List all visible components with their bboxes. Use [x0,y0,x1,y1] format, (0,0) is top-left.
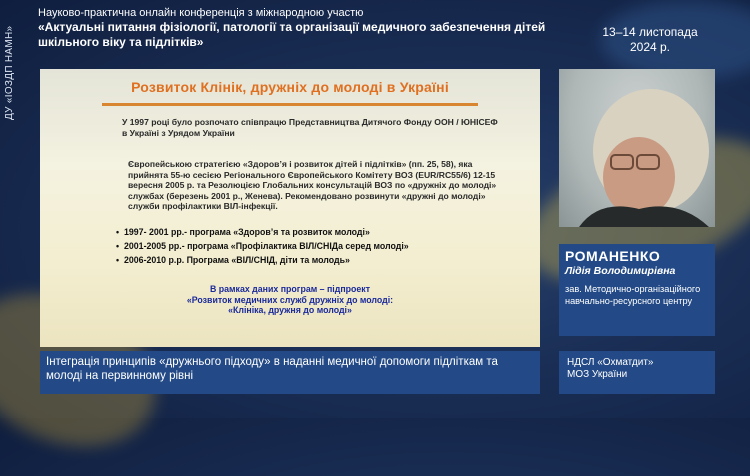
list-item: • 2006-2010 р.р. Програма «ВІЛ/СНІД, діти та молодь» [116,255,350,265]
event-date-year: 2024 р. [629,40,671,54]
organization-ministry: МОЗ України [567,369,628,380]
programs-list [116,227,516,269]
conference-subtitle: Науково-практична онлайн конференція з міжнародною участю [38,7,364,19]
speaker-silhouette-icon [559,69,715,227]
subproject-line: «Клініка, дружня до молоді» [228,305,352,315]
subproject-note [160,284,420,316]
slide-title: Розвиток Клінік, дружніх до молоді в Україні [131,79,449,95]
list-item: • 1997- 2001 рр.- програма «Здоров’я та розвиток молоді» [116,227,370,237]
subproject-line: «Розвиток медичних служб дружніх до молоді: [186,294,394,305]
talk-topic: Інтеграція принципів «дружнього підходу» в наданні медичної допомоги підліткам та молоді на первинному рівні [40,351,540,394]
conference-header [38,6,558,50]
speaker-surname: РОМАНЕНКО [565,248,661,264]
speaker-role: зав. Методично-організаційного навчально-ресурсного центру [565,284,701,306]
event-date-days: 13–14 листопада [602,25,698,39]
slide-block-1: У 1997 році було розпочато співпрацю Представництва Дитячого Фонду ООН / ЮНІСЕФ в Україні з Урядом України [122,117,498,138]
event-date [575,25,725,55]
subproject-line: В рамках даних програм – підпроект [209,284,371,294]
speaker-given-names: Лідія Володимирівна [565,265,676,277]
presentation-slide [40,69,540,347]
institute-vertical-label: ДУ «ІОЗДП НАМН» [4,25,15,121]
conference-title: «Актуальні питання фізіології, патології та організації медичного забезпечення дітей шкільного віку та підлітків» [38,20,546,49]
list-item: • 2001-2005 рр.- програма «Профілактика ВІЛ/СНІДа серед молоді» [116,241,409,251]
slide-title-underline [102,103,478,106]
speaker-info [559,244,715,336]
organization-name: НДСЛ «Охматдит» [567,357,654,368]
organization-info [559,351,715,394]
slide-block-2: Європейською стратегією «Здоров’я і розвиток дітей і підлітків» (пп. 25, 58), яка прийнята 55-ю сесією Регіонального Європейського Комітету ВОЗ (EUR/RC55/6) 12-15 вересня 2005 р. та Резолюцією Глобальних консультацій ВОЗ по «дружніх до молоді» службах (березень 2001 р., Женева). Рекомендовано розвинути «дружні до молоді» служби профілактики ВІЛ-інфекції. [128,159,497,212]
speaker-video [559,69,715,227]
